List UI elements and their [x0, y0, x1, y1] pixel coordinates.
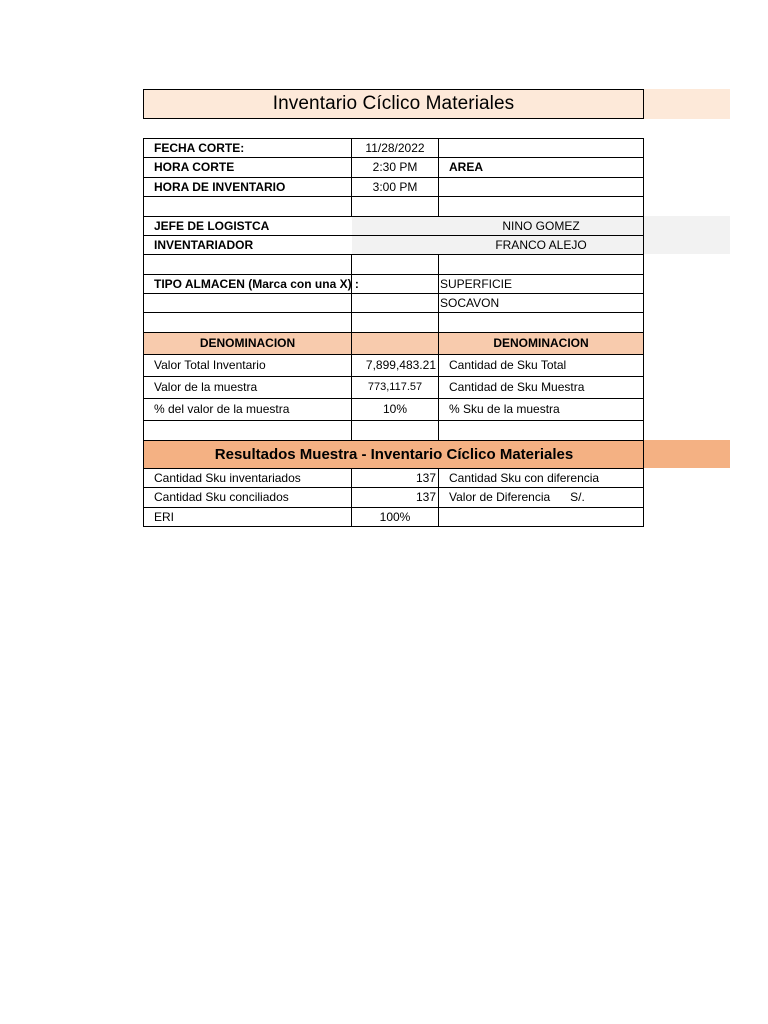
jefe-logistica-value: NINO GOMEZ	[502, 218, 580, 233]
almacen-option-socavon: SOCAVON	[440, 295, 500, 310]
table-row-right-label	[439, 507, 643, 526]
denominacion-right-header: DENOMINACION	[493, 336, 589, 350]
hora-inventario-value: 3:00 PM	[372, 179, 418, 194]
fecha-corte-value: 11/28/2022	[365, 140, 425, 155]
table-row-value: 773,117.57	[367, 380, 423, 393]
table-row-right-label: Valor de Diferencia S/.	[449, 490, 585, 504]
denominacion-left-header: DENOMINACION	[199, 336, 296, 350]
table-row-right-label: Cantidad de Sku Total	[449, 358, 567, 372]
hora-corte-value: 2:30 PM	[372, 160, 418, 174]
table-row-right-label: Cantidad Sku con diferencia	[449, 470, 600, 485]
table-row-label: % del valor de la muestra	[154, 402, 290, 416]
table-row-value: 100%	[379, 509, 411, 524]
table-row-right-label: % Sku de la muestra	[449, 402, 560, 416]
jefe-logistica-label: JEFE DE LOGISTCA	[154, 218, 270, 233]
area-label: AREA	[449, 160, 484, 174]
inventariador-value: FRANCO ALEJO	[495, 237, 587, 252]
table-row-label: Cantidad Sku conciliados	[154, 490, 289, 504]
table-row-value: 10%	[382, 402, 408, 416]
tipo-almacen-label: TIPO ALMACEN (Marca con una X) :	[154, 276, 359, 291]
hora-inventario-label: HORA DE INVENTARIO	[154, 179, 286, 194]
fecha-corte-label: FECHA CORTE:	[154, 140, 245, 155]
table-row-right-label: Cantidad de Sku Muestra	[449, 380, 585, 394]
table-row-value: 137	[415, 490, 436, 504]
inventariador-label: INVENTARIADOR	[154, 237, 254, 252]
table-row-label: Valor Total Inventario	[154, 358, 266, 372]
table-row-label: Cantidad Sku inventariados	[154, 470, 301, 485]
page-title-text: Inventario Cíclico Materiales	[272, 93, 515, 114]
table-row-label: Valor de la muestra	[154, 380, 258, 394]
table-row-value: 137	[415, 470, 436, 485]
table-row-value: 7,899,483.21	[365, 358, 436, 372]
almacen-option-superficie: SUPERFICIE	[440, 276, 513, 291]
hora-corte-label: HORA CORTE	[154, 160, 235, 174]
resultados-title: Resultados Muestra - Inventario Cíclico Materiales	[214, 445, 574, 463]
page-title	[143, 89, 644, 119]
table-row-label: ERI	[154, 509, 175, 524]
